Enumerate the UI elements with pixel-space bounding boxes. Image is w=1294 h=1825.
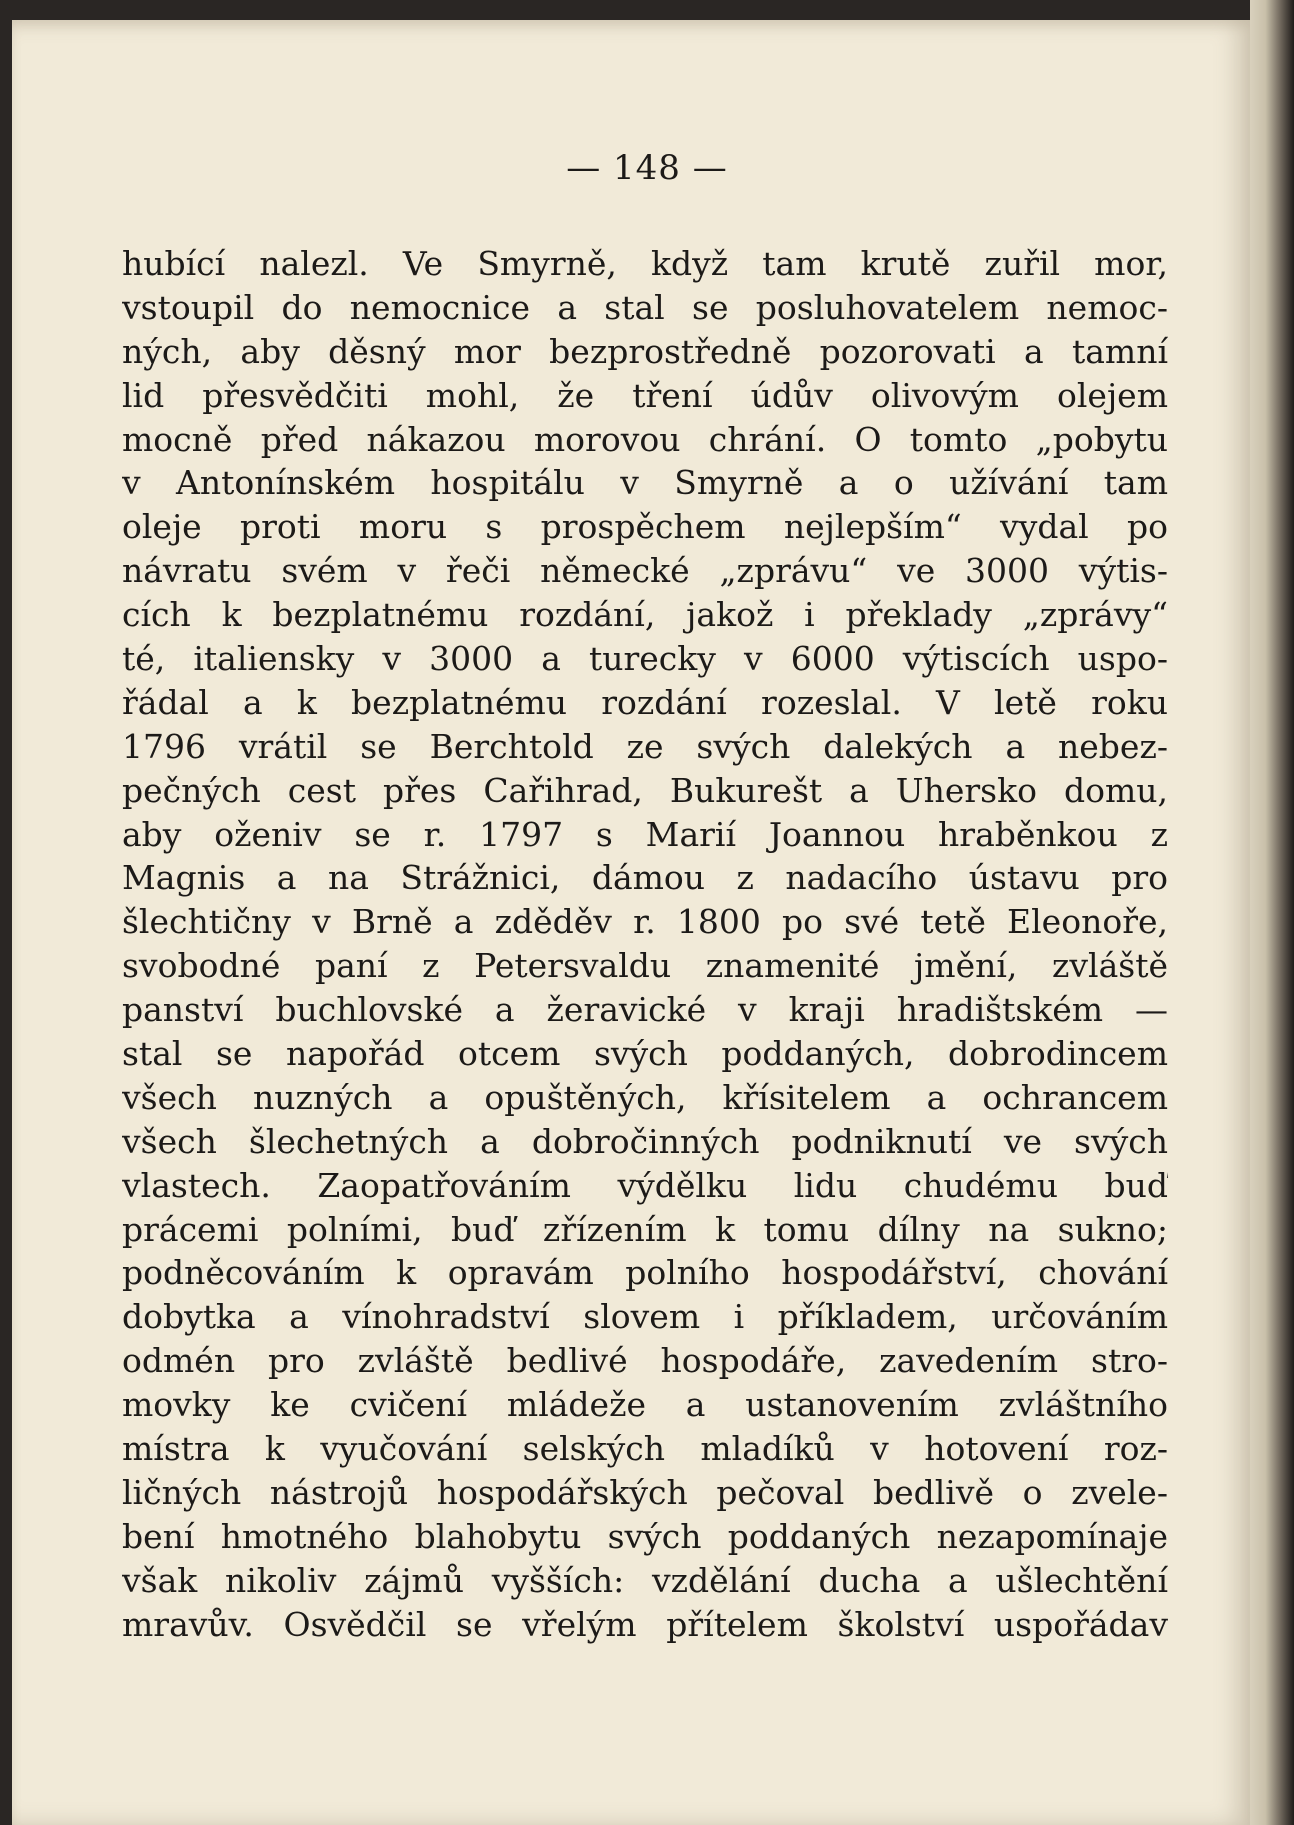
text-line: řádal a k bezplatnému rozdání rozeslal. V letě roku xyxy=(122,682,1168,722)
text-line: odmén pro zvláště bedlivé hospodáře, zavedením stro- xyxy=(122,1341,1168,1381)
text-line: dobytka a vínohradství slovem i příkladem, určováním xyxy=(122,1297,1168,1337)
text-line: pečných cest přes Cařihrad, Bukurešt a Uhersko domu, xyxy=(122,770,1168,810)
text-line: však nikoliv zájmů vyšších: vzdělání ducha a ušlechtění xyxy=(122,1560,1168,1600)
text-line: mocně před nákazou morovou chrání. O tomto „pobytu xyxy=(122,419,1168,459)
text-line: bení hmotného blahobytu svých poddaných nezapomínaje xyxy=(122,1516,1168,1556)
text-line: té, italiensky v 3000 a turecky v 6000 výtiscích uspo- xyxy=(122,639,1168,679)
text-line: ličných nástrojů hospodářských pečoval bedlivě o zvele- xyxy=(122,1472,1168,1512)
text-line: movky ke cvičení mládeže a ustanovením zvláštního xyxy=(122,1385,1168,1425)
text-line: Magnis a na Strážnici, dámou z nadacího ústavu pro xyxy=(122,858,1168,898)
text-line: svobodné paní z Petersvaldu znamenité jmění, zvláště xyxy=(122,946,1168,986)
text-line: prácemi polními, buď zřízením k tomu dílny na sukno; xyxy=(122,1209,1168,1249)
text-line: vstoupil do nemocnice a stal se posluhovatelem nemoc- xyxy=(122,287,1168,327)
text-line: aby oženiv se r. 1797 s Marií Joannou hraběnkou z xyxy=(122,814,1168,854)
text-line: všech nuzných a opuštěných, křísitelem a ochrancem xyxy=(122,1077,1168,1117)
text-line: vlastech. Zaopatřováním výdělku lidu chudému buď xyxy=(122,1165,1168,1205)
text-line: všech šlechetných a dobročinných podniknutí ve svých xyxy=(122,1121,1168,1161)
body-text xyxy=(122,242,1168,1647)
text-line: šlechtičny v Brně a zděděv r. 1800 po své tetě Eleonoře, xyxy=(122,902,1168,942)
text-line: hubící nalezl. Ve Smyrně, když tam krutě zuřil mor, xyxy=(122,244,1168,283)
text-line: oleje proti moru s prospěchem nejlepším“ vydal po xyxy=(122,507,1168,547)
text-line: lid přesvědčiti mohl, že tření údův olivovým olejem xyxy=(122,375,1168,415)
page-number: — 148 — xyxy=(566,148,728,188)
text-line: cích k bezplatnému rozdání, jakož i překlady „zprávy“ xyxy=(122,595,1168,635)
text-line: v Antonínském hospitálu v Smyrně a o užívání tam xyxy=(122,463,1168,503)
text-line: panství buchlovské a žeravické v kraji hradištském — xyxy=(122,990,1168,1030)
text-line: stal se napořád otcem svých poddaných, dobrodincem xyxy=(122,1034,1168,1074)
text-line: podněcováním k opravám polního hospodářství, chování xyxy=(122,1253,1168,1293)
text-line: návratu svém v řeči německé „zprávu“ ve 3000 výtis- xyxy=(122,551,1168,591)
text-line: 1796 vrátil se Berchtold ze svých dalekých a nebez- xyxy=(122,726,1168,766)
page-edge xyxy=(1250,0,1294,1825)
text-line: místra k vyučování selských mladíků v hotovení roz- xyxy=(122,1429,1168,1469)
text-line: ných, aby děsný mor bezprostředně pozorovati a tamní xyxy=(122,331,1168,371)
text-line: mravův. Osvědčil se vřelým přítelem školství uspořádav xyxy=(122,1604,1168,1644)
